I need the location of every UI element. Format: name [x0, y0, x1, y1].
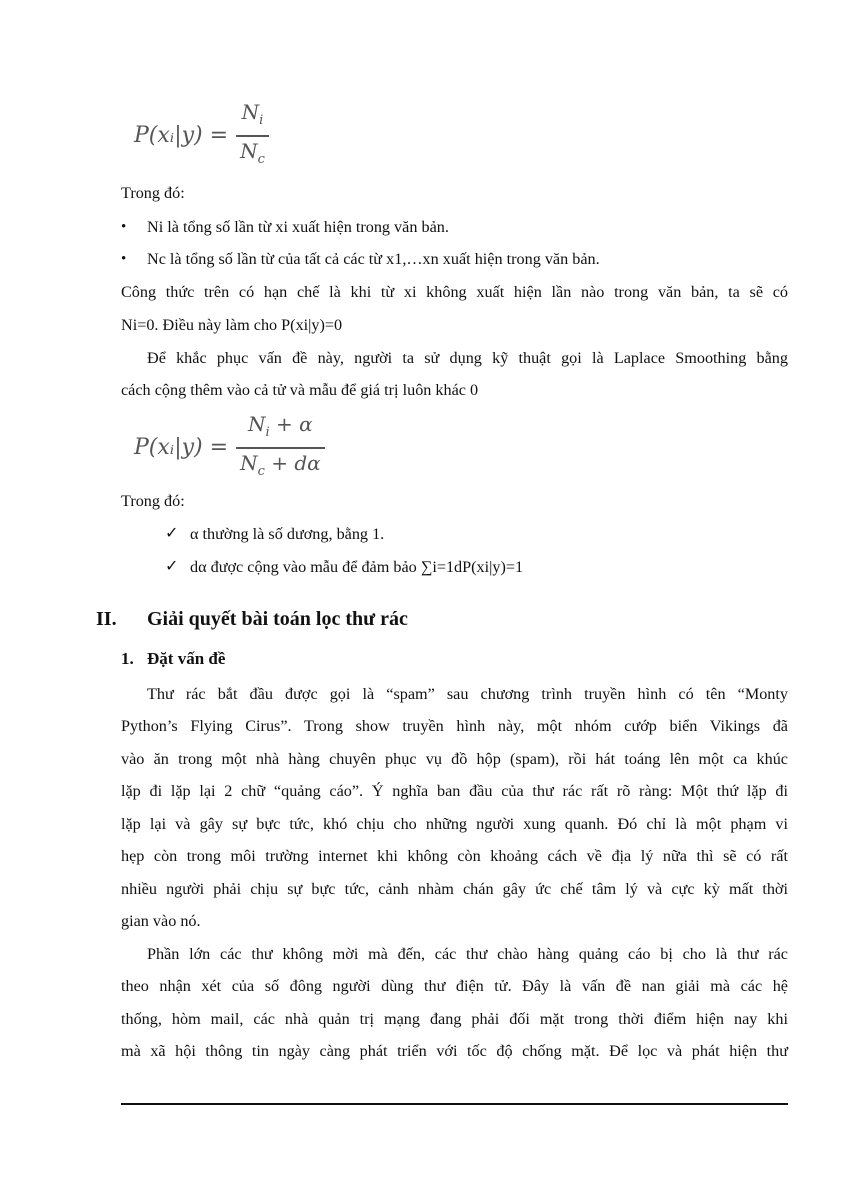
paragraph-line: nhiều người phải chịu sự bực tức, cảnh nhàm chán gây ức chế tâm lý và cực kỳ mất thời	[121, 880, 788, 898]
formula-lhs: P(xᵢ|y) =	[134, 123, 229, 149]
paragraph-line: mà xã hội thông tin ngày càng phát triển với tốc độ chống mặt. Để lọc và phát hiện thư	[121, 1042, 788, 1060]
formula-lhs: P(xᵢ|y) =	[134, 435, 229, 461]
bullet-dot-icon: •	[121, 251, 127, 267]
paragraph-line: gian vào nó.	[121, 912, 201, 930]
section-title: Giải quyết bài toán lọc thư rác	[147, 608, 408, 630]
bullet-item: Nc là tổng số lần từ của tất cả các từ x1,…xn xuất hiện trong văn bản.	[147, 250, 600, 268]
subsection-title: Đặt vấn đề	[147, 649, 226, 668]
section-number: II.	[96, 608, 117, 630]
bullet-dot-icon: •	[121, 219, 127, 235]
check-item: α thường là số dương, bằng 1.	[190, 525, 385, 543]
formula-naive-bayes	[134, 98, 269, 174]
formula-denominator: $N_c$	[240, 138, 265, 167]
footer-rule	[121, 1103, 788, 1105]
paragraph-line: Công thức trên có hạn chế là khi từ xi không xuất hiện lần nào trong văn bản, ta sẽ có	[121, 283, 788, 301]
bullet-item: Ni là tổng số lần từ xi xuất hiện trong văn bản.	[147, 218, 449, 236]
paragraph-line: vào ăn trong một nhà hàng chuyên phục vụ đồ hộp (spam), rồi hát toáng lên một ca khúc	[121, 750, 788, 768]
subsection-number: 1.	[121, 649, 134, 668]
formula-denominator: $N_c + d\alpha$	[240, 450, 321, 479]
check-item: dα được cộng vào mẫu để đảm bảo ∑i=1dP(xi|y)=1	[190, 558, 524, 576]
checkmark-icon: ✓	[165, 523, 179, 542]
where-label: Trong đó:	[121, 492, 185, 510]
formula-fraction	[236, 410, 325, 486]
paragraph-line: Ni=0. Điều này làm cho P(xi|y)=0	[121, 316, 343, 334]
formula-numerator: $N_i$	[241, 100, 264, 128]
paragraph-line: Phần lớn các thư không mời mà đến, các thư chào hàng quảng cáo bị cho là thư rác	[147, 945, 788, 963]
paragraph-line: cách cộng thêm vào cả tử và mẫu để giá trị luôn khác 0	[121, 381, 479, 399]
checkmark-icon: ✓	[165, 556, 179, 575]
paragraph-line: theo nhận xét của số đông người dùng thư điện tử. Đây là vấn đề nan giải mà các hệ	[121, 977, 788, 995]
formula-fraction	[236, 98, 269, 174]
paragraph-line: thống, hòm mail, các nhà quản trị mạng đang phải đối mặt trong thời điểm hiện nay khi	[121, 1010, 788, 1028]
paragraph-line: lặp đi lặp lại 2 chữ “quảng cáo”. Ý nghĩa ban đầu của thư rác rất rõ ràng: Một thứ lặp đi	[121, 782, 788, 800]
paragraph-line: Python’s Flying Cirus”. Trong show truyền hình này, một nhóm cướp biển Vikings đã	[121, 717, 788, 735]
formula-laplace-smoothing	[134, 410, 325, 486]
paragraph-line: Thư rác bắt đầu được gọi là “spam” sau chương trình truyền hình có tên “Monty	[147, 685, 788, 703]
paragraph-line: hẹp còn trong môi trường internet khi không còn khoảng cách về địa lý nữa thì sẽ có rất	[121, 847, 788, 865]
where-label: Trong đó:	[121, 184, 185, 202]
formula-numerator: $N_i + \alpha$	[248, 412, 313, 440]
paragraph-line: lặp lại và gây sự bực tức, khó chịu cho những người xung quanh. Đó chỉ là một phạm vi	[121, 815, 788, 833]
paragraph-line: Để khắc phục vấn đề này, người ta sử dụng kỹ thuật gọi là Laplace Smoothing bằng	[147, 349, 788, 367]
